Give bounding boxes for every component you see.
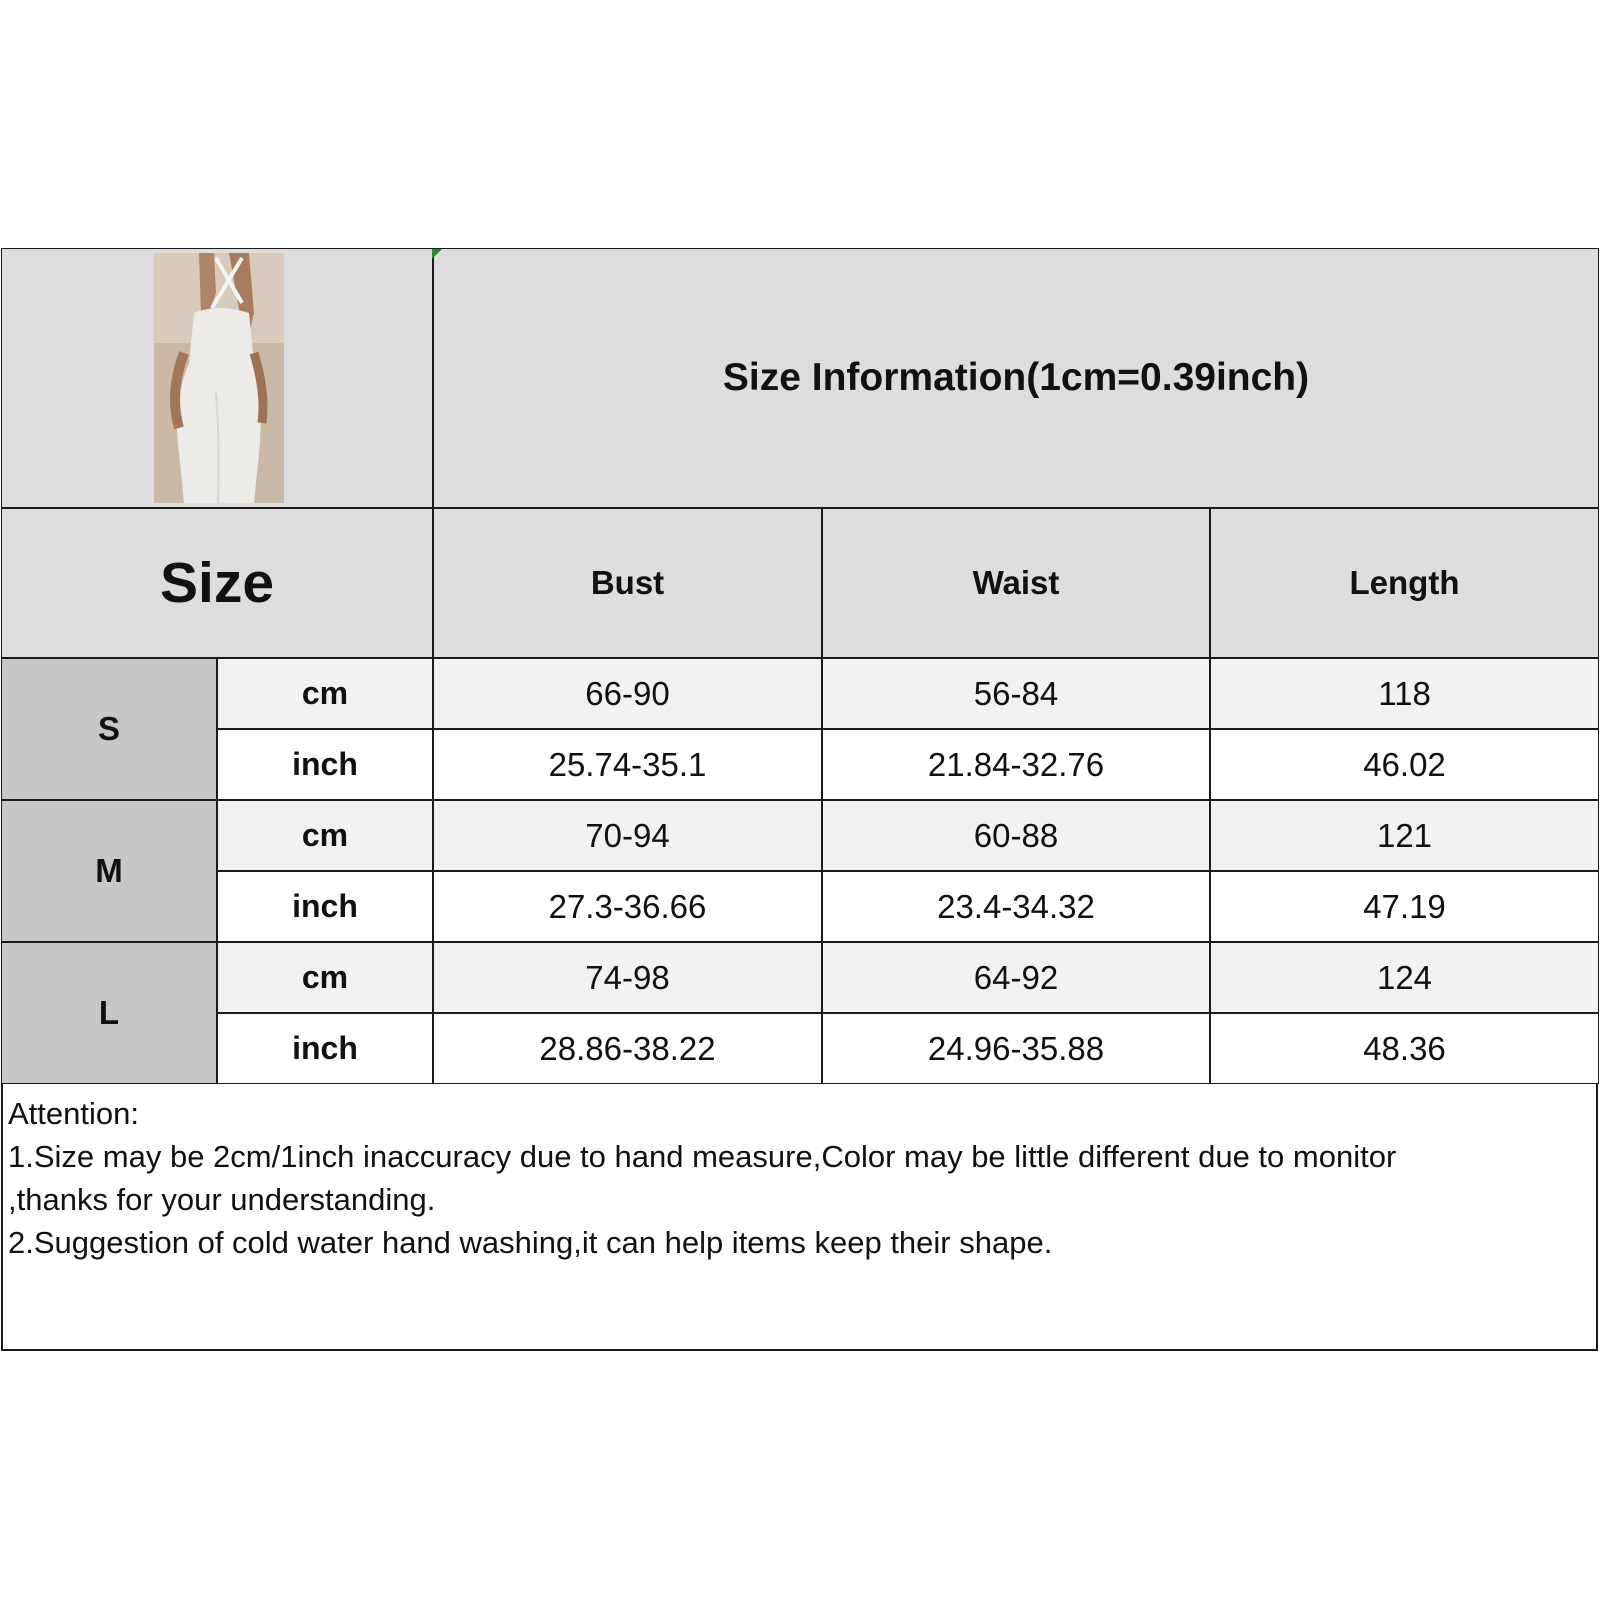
unit-label-cm: cm [217, 658, 433, 729]
unit-label-cm: cm [217, 942, 433, 1013]
table-cell: 28.86-38.22 [433, 1013, 822, 1084]
size-label-m: M [1, 800, 217, 942]
unit-label-inch: inch [217, 1013, 433, 1084]
table-cell: 47.19 [1210, 871, 1599, 942]
attention-notes [8, 1092, 1528, 1264]
column-header-length: Length [1210, 508, 1599, 658]
table-cell: 25.74-35.1 [433, 729, 822, 800]
notes-heading: Attention: [8, 1096, 139, 1131]
notes-line: ,thanks for your understanding. [8, 1182, 436, 1217]
product-photo-cell [1, 248, 433, 508]
table-cell: 56-84 [822, 658, 1210, 729]
table-cell: 24.96-35.88 [822, 1013, 1210, 1084]
table-cell: 48.36 [1210, 1013, 1599, 1084]
size-header: Size [1, 508, 433, 658]
size-label-l: L [1, 942, 217, 1084]
table-cell: 64-92 [822, 942, 1210, 1013]
table-cell: 66-90 [433, 658, 822, 729]
corner-mark [432, 249, 442, 259]
column-header-bust: Bust [433, 508, 822, 658]
chart-title: Size Information(1cm=0.39inch) [433, 248, 1599, 508]
table-cell: 70-94 [433, 800, 822, 871]
table-cell: 27.3-36.66 [433, 871, 822, 942]
table-cell: 121 [1210, 800, 1599, 871]
table-cell: 46.02 [1210, 729, 1599, 800]
table-cell: 124 [1210, 942, 1599, 1013]
table-cell: 60-88 [822, 800, 1210, 871]
unit-label-inch: inch [217, 729, 433, 800]
size-label-s: S [1, 658, 217, 800]
table-cell: 23.4-34.32 [822, 871, 1210, 942]
table-cell: 21.84-32.76 [822, 729, 1210, 800]
unit-label-cm: cm [217, 800, 433, 871]
table-cell: 74-98 [433, 942, 822, 1013]
unit-label-inch: inch [217, 871, 433, 942]
product-photo [154, 253, 284, 503]
notes-line: 1.Size may be 2cm/1inch inaccuracy due to hand measure,Color may be little different due to monitor [8, 1139, 1397, 1174]
notes-line: 2.Suggestion of cold water hand washing,it can help items keep their shape. [8, 1225, 1053, 1260]
table-cell: 118 [1210, 658, 1599, 729]
column-header-waist: Waist [822, 508, 1210, 658]
